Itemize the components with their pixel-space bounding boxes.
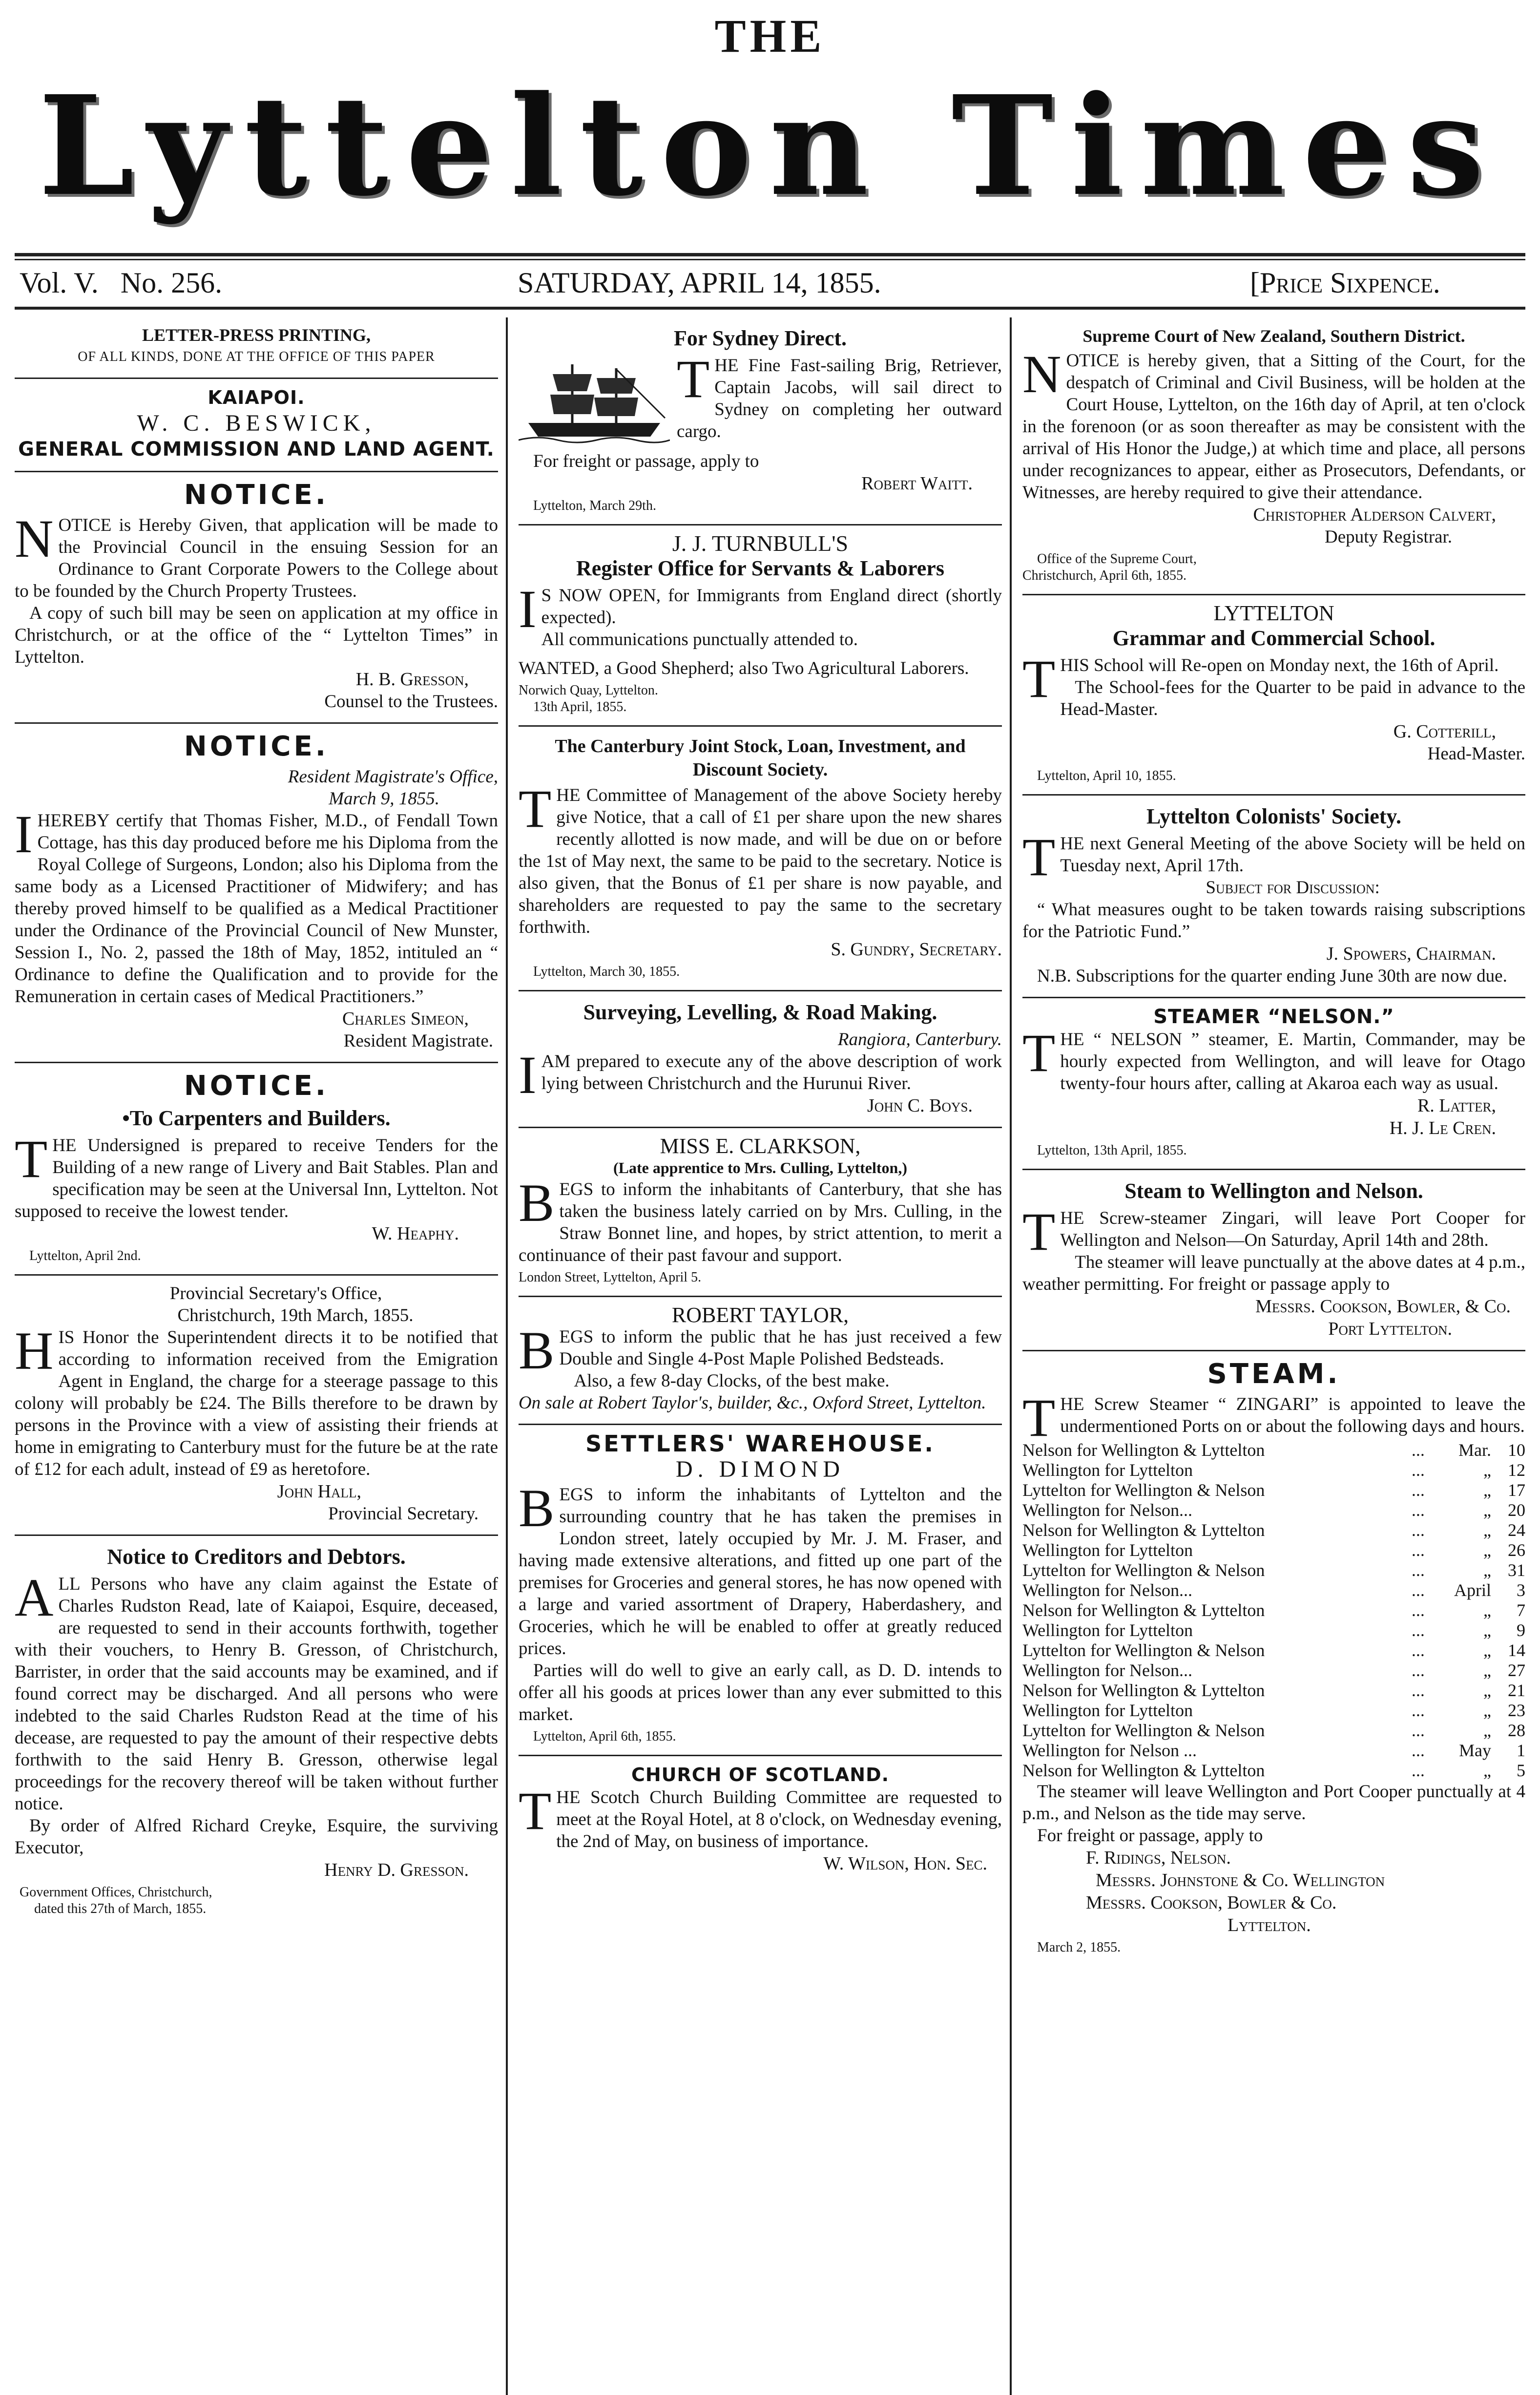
schedule-month: May — [1459, 1741, 1491, 1760]
schedule-dots: ... — [1411, 1560, 1425, 1580]
schedule-day: 7 — [1517, 1600, 1525, 1620]
schedule-month: „ — [1483, 1480, 1491, 1500]
schedule-day: 14 — [1508, 1640, 1525, 1660]
schedule-dots: ... — [1411, 1440, 1425, 1460]
schedule-day: 21 — [1508, 1681, 1525, 1700]
ad-robert-taylor: ROBERT TAYLOR, BEGS to inform the public that he has just received a few Double and Single 4-Post Maple Polished Bedsteads. Also, a few 8-day Clocks, of the best make. On sale at Robert Taylor's, builder, &c., Oxford Street, Lyttelton. — [519, 1297, 1002, 1425]
schedule-dots: ... — [1411, 1540, 1425, 1560]
masthead-rule-top — [15, 253, 1525, 256]
schedule-route: Nelson for Wellington & Lyttelton — [1022, 1440, 1265, 1460]
ad-steam-zingari: STEAM. THE Screw Steamer “ ZINGARI” is appointed to leave the undermentioned Ports on or about the following days and hours. Nelson for Wellington & Lyttelton ... Mar. 10 Wellington for Lyttelton ... „ 12 Lyttelton for Wellington & Nelson ... „ 17 Wellington for Nelson... ... „ 20 Nelson for Wellington & Lyttelton ... „ 24 Wellington for Lyttelton ... „ 26 Lyttelton for Wellington & Nelson ... „ 31 Wellington for Nelson... ... April 3 Nelson for Wellington & Lyttelton ... „ 7 Wellington for Lyttelton ... „ 9 Lyttelton for Wellington & Nelson ... „ 14 Wellington for Nelson... ... „ 27 Nelson for Wellington & Lyttelton ... „ 21 Wellington for Lyttelton ... „ 23 Lyttelton for Wellington & Nelson ... „ 28 Wellington for Nelson ... ... May 1 Nelson for Wellington & Lyttelton ... „ 5 The steamer will leave Wellington and Port Cooper punctually at 4 p.m., and Nelson as the tide may serve. For freight or passage, apply to F. Ridings, Nelson. Messrs. Johnstone & Co. Wellington Messrs. Cookson, Bowler & Co. Lyttelton. March 2, 1855. — [1022, 1358, 1525, 1955]
ad-clarkson: MISS E. CLARKSON, (Late apprentice to Mrs. Culling, Lyttelton,) BEGS to inform the inhabitants of Canterbury, that she has taken the business lately carried on by Mrs. Culling, in the Straw Bonnet line, and hopes, by strict attention, to merit a continuance of their past favour and support. London Street, Lyttelton, April 5. — [519, 1128, 1002, 1297]
schedule-route: Lyttelton for Wellington & Nelson — [1022, 1640, 1265, 1660]
price: [Price Sixpence. — [1250, 267, 1440, 299]
schedule-route: Lyttelton for Wellington & Nelson — [1022, 1560, 1265, 1580]
schedule-dots: ... — [1411, 1640, 1425, 1660]
schedule-month: Mar. — [1458, 1440, 1491, 1460]
schedule-day: 31 — [1508, 1560, 1525, 1580]
schedule-dots: ... — [1411, 1580, 1425, 1600]
schedule-dots: ... — [1411, 1701, 1425, 1720]
schedule-day: 24 — [1508, 1520, 1525, 1540]
schedule-month: „ — [1483, 1520, 1491, 1540]
schedule-row — [1022, 1600, 1525, 1620]
column-3 — [1022, 317, 1525, 2395]
schedule-dots: ... — [1411, 1721, 1425, 1740]
schedule-route: Wellington for Lyttelton — [1022, 1540, 1193, 1560]
schedule-day: 20 — [1508, 1500, 1525, 1520]
ad-turnbull: J. J. TURNBULL'S Register Office for Servants & Laborers I S NOW OPEN, for Immigrants from England direct (shortly expected). All communications punctually attended to. WANTED, a Good Shepherd; also Two Agricultural Laborers. Norwich Quay, Lyttelton. 13th April, 1855. — [519, 525, 1002, 727]
ad-provincial-secretary: Provincial Secretary's Office, Christchurch, 19th March, 1855. HIS Honor the Superintendent directs it to be notified that according to information received from the Emigration Agent in England, the charge for a steerage passage to this colony will probably be £24. The Bills therefore to be drawn by persons in the Province with a view of assisting their friends at home in emigrating to Canterbury must for the future be at the rate of £12 for each adult, instead of £9 as heretofore. John Hall, Provincial Secretary. — [15, 1276, 498, 1536]
schedule-day: 3 — [1517, 1580, 1525, 1600]
column-1 — [15, 317, 498, 2395]
schedule-dots: ... — [1411, 1520, 1425, 1540]
issue-date: SATURDAY, APRIL 14, 1855. — [518, 267, 881, 299]
ad-steam-wellington-nelson: Steam to Wellington and Nelson. THE Screw-steamer Zingari, will leave Port Cooper for Wellington and Nelson—On Saturday, April 14th and 28th. The steamer will leave punctually at the above dates at 4 p.m., weather permitting. For freight or passage apply to Messrs. Cookson, Bowler, & Co. Port Lyttelton. — [1022, 1170, 1525, 1351]
schedule-month: „ — [1483, 1560, 1491, 1580]
schedule-row — [1022, 1520, 1525, 1540]
ad-notice-carpenters: NOTICE. •To Carpenters and Builders. THE Undersigned is prepared to receive Tenders for the Building of a new range of Livery and Bait Stables. Plan and specification may be seen at the Universal Inn, Lyttelton. Not supposed to receive the lowest tender. W. Heaphy. Lyttelton, April 2nd. — [15, 1063, 498, 1276]
schedule-route: Wellington for Nelson... — [1022, 1660, 1193, 1680]
schedule-dots: ... — [1411, 1480, 1425, 1500]
schedule-month: „ — [1483, 1761, 1491, 1780]
schedule-route: Wellington for Nelson ... — [1022, 1741, 1197, 1760]
schedule-row — [1022, 1701, 1525, 1721]
schedule-day: 10 — [1508, 1440, 1525, 1460]
schedule-row — [1022, 1460, 1525, 1480]
schedule-row — [1022, 1620, 1525, 1640]
schedule-route: Wellington for Lyttelton — [1022, 1460, 1193, 1480]
schedule-month: „ — [1483, 1660, 1491, 1680]
schedule-day: 9 — [1517, 1620, 1525, 1640]
masthead-rule-bottom — [15, 307, 1525, 310]
ad-sydney-direct: For Sydney Direct. THE Fine Fast-sailing Brig, Retriever, Captain Jacobs, will sail direct to Sydney on completing her outward cargo. For freight or passage, apply to Robert Waitt. Lyttelton, March 29th. — [519, 317, 1002, 525]
ad-colonists-society: Lyttelton Colonists' Society. THE next General Meeting of the above Society will be held on Tuesday next, April 17th. Subject for Discussion: “ What measures ought to be taken towards raising subscriptions for the Patriotic Fund.” J. Spowers, Chairman. N.B. Subscriptions for the quarter ending June 30th are now due. — [1022, 796, 1525, 998]
schedule-route: Wellington for Nelson... — [1022, 1500, 1193, 1520]
schedule-dots: ... — [1411, 1500, 1425, 1520]
ad-creditors: Notice to Creditors and Debtors. ALL Persons who have any claim against the Estate of Charles Rudston Read, late of Kaiapoi, Esquire, deceased, are requested to send in their accounts forthwith, together with their vouchers, to Henry B. Gresson, of Christchurch, Barrister, in order that the said accounts may be examined, and if found correct may be discharged. And all persons who were indebted to the said Charles Rudston Read at the time of his decease, are requested to pay the amount of their respective debts forthwith to the said Henry B. Gresson, otherwise legal proceedings for the recovery thereof will be taken without further notice. By order of Alfred Richard Creyke, Esquire, the surviving Executor, Henry D. Gresson. Government Offices, Christchurch, dated this 27th of March, 1855. — [15, 1545, 498, 1916]
schedule-row — [1022, 1761, 1525, 1781]
ad-notice-college: NOTICE. NOTICE is Hereby Given, that application will be made to the Provincial Council in the ensuing Session for an Ordinance to Grant Corporate Powers to the College about to be founded by the Church Property Trustees. A copy of such bill may be seen on application at my office in Christchurch, or at the office of the “ Lyttelton Times” in Lyttelton. H. B. Gresson, Counsel to the Trustees. — [15, 472, 498, 724]
ad-canterbury-society: The Canterbury Joint Stock, Loan, Investment, and Discount Society. THE Committee of Management of the above Society hereby give Notice, that a call of £1 per share upon the new shares recently allotted is now made, and will be due on or before the 1st of May next, the same to be paid to the secretary. Notice is also given, that the Bonus of £1 per share is now payable, and shareholders are requested to pay the same to the secretary forthwith. S. Gundry, Secretary. Lyttelton, March 30, 1855. — [519, 727, 1002, 991]
newspaper-title: Lyttelton Times — [38, 66, 1502, 227]
schedule-route: Wellington for Nelson... — [1022, 1580, 1193, 1600]
schedule-day: 12 — [1508, 1460, 1525, 1480]
schedule-month: „ — [1483, 1540, 1491, 1560]
column-2 — [519, 317, 1002, 2395]
schedule-dots: ... — [1411, 1600, 1425, 1620]
volume-number: Vol. V. No. 256. — [20, 267, 223, 299]
schedule-month: „ — [1483, 1460, 1491, 1480]
schedule-row — [1022, 1741, 1525, 1761]
schedule-month: „ — [1483, 1701, 1491, 1720]
schedule-route: Nelson for Wellington & Lyttelton — [1022, 1600, 1265, 1620]
schedule-row — [1022, 1540, 1525, 1560]
schedule-route: Nelson for Wellington & Lyttelton — [1022, 1681, 1265, 1700]
ad-church-of-scotland: CHURCH OF SCOTLAND. THE Scotch Church Building Committee are requested to meet at the Royal Hotel, at 8 o'clock, on Wednesday evening, the 2nd of May, on business of importance. W. Wilson, Hon. Sec. — [519, 1764, 1002, 1874]
schedule-route: Nelson for Wellington & Lyttelton — [1022, 1520, 1265, 1540]
schedule-route: Nelson for Wellington & Lyttelton — [1022, 1761, 1265, 1780]
schedule-dots: ... — [1411, 1681, 1425, 1700]
schedule-route: Lyttelton for Wellington & Nelson — [1022, 1721, 1265, 1740]
schedule-row — [1022, 1681, 1525, 1701]
schedule-day: 27 — [1508, 1660, 1525, 1680]
schedule-day: 5 — [1517, 1761, 1525, 1780]
column-separator-2 — [1010, 317, 1012, 2395]
masthead — [0, 0, 1540, 293]
ad-notice-medical: NOTICE. Resident Magistrate's Office, March 9, 1855. IHEREBY certify that Thomas Fisher, M.D., of Fendall Town Cottage, has this day produced before me his Diploma from the Royal College of Surgeons, London; also his Diploma from the same body as a Licensed Practitioner of Midwifery; and has thereby proved himself to be qualified as a Medical Practitioner under the Ordinance of the Provincial Council of New Munster, Session I., No. 2, passed the 18th of May, 1852, intituled an “ Ordinance to define the Qualification and to provide for the Remuneration in certain cases of Medical Practitioners.” Charles Simeon, Resident Magistrate. — [15, 724, 498, 1063]
ad-beswick: KAIAPOI. W. C. BESWICK, GENERAL COMMISSION AND LAND AGENT. — [15, 379, 498, 472]
ad-settlers-warehouse: SETTLERS' WAREHOUSE. D. DIMOND BEGS to inform the inhabitants of Lyttelton and the surrounding country that he has taken the premises in London street, lately occupied by Mr. J. M. Fraser, and having made extensive alterations, and fitted up one part of the premises for Groceries and general stores, he has now opened with a large and varied assortment of Drapery, Haberdashery, and Groceries, which he will be enabled to offer at greatly reduced prices. Parties will do well to give an early call, as D. D. intends to offer all his goods at prices lower than any ever submitted to this market. Lyttelton, April 6th, 1855. — [519, 1425, 1002, 1756]
schedule-day: 1 — [1517, 1741, 1525, 1760]
schedule-row — [1022, 1640, 1525, 1660]
schedule-dots: ... — [1411, 1741, 1425, 1760]
masthead-rule-top-thin — [15, 259, 1525, 260]
schedule-month: „ — [1483, 1600, 1491, 1620]
schedule-route: Wellington for Lyttelton — [1022, 1701, 1193, 1720]
schedule-route: Wellington for Lyttelton — [1022, 1620, 1193, 1640]
schedule-day: 26 — [1508, 1540, 1525, 1560]
schedule-month: „ — [1483, 1500, 1491, 1520]
schedule-row — [1022, 1721, 1525, 1741]
schedule-dots: ... — [1411, 1460, 1425, 1480]
schedule-month: „ — [1483, 1620, 1491, 1640]
ad-supreme-court: Supreme Court of New Zealand, Southern District. NOTICE is hereby given, that a Sitting of the Court, for the despatch of Criminal and Civil Business, will be holden at the Court House, Lyttelton, on the 16th day of April, at ten o'clock in the forenoon (or as soon thereafter as may be consistent with the arrival of His Honor the Judge,) at which time and place, all persons under recognizances to appear, either as Prosecutors, Defendants, or Witnesses, are hereby required to give their attendance. Christopher Alderson Calvert, Deputy Registrar. Office of the Supreme Court, Christchurch, April 6th, 1855. — [1022, 317, 1525, 595]
schedule-month: „ — [1483, 1681, 1491, 1700]
schedule-row — [1022, 1480, 1525, 1500]
ad-letterpress: LETTER-PRESS PRINTING, OF ALL KINDS, DONE AT THE OFFICE OF THIS PAPER — [15, 317, 498, 379]
schedule-row — [1022, 1580, 1525, 1600]
ad-surveying: Surveying, Levelling, & Road Making. Rangiora, Canterbury. IAM prepared to execute any of the above description of work lying between Christchurch and the Hurunui River. John C. Boys. — [519, 991, 1002, 1128]
schedule-route: Lyttelton for Wellington & Nelson — [1022, 1480, 1265, 1500]
schedule-dots: ... — [1411, 1620, 1425, 1640]
column-separator-1 — [506, 317, 508, 2395]
schedule-day: 28 — [1508, 1721, 1525, 1740]
sailing-schedule-table — [1022, 1440, 1525, 1781]
schedule-month: „ — [1483, 1721, 1491, 1740]
ad-steamer-nelson: STEAMER “NELSON.” THE “ NELSON ” steamer, E. Martin, Commander, may be hourly expected from Wellington, and will leave for Otago twenty-four hours after, calling at Akaroa each way as usual. R. Latter, H. J. Le Cren. Lyttelton, 13th April, 1855. — [1022, 998, 1525, 1170]
schedule-dots: ... — [1411, 1761, 1425, 1780]
sailing-ship-icon — [519, 355, 670, 447]
schedule-month: April — [1454, 1580, 1491, 1600]
schedule-month: „ — [1483, 1640, 1491, 1660]
schedule-row — [1022, 1500, 1525, 1520]
schedule-row — [1022, 1440, 1525, 1460]
masthead-the: THE — [714, 10, 826, 62]
schedule-row — [1022, 1560, 1525, 1580]
ad-grammar-school: LYTTELTON Grammar and Commercial School. THIS School will Re-open on Monday next, the 16th of April. The School-fees for the Quarter to be paid in advance to the Head-Master. G. Cotterill, Head-Master. Lyttelton, April 10, 1855. — [1022, 595, 1525, 796]
schedule-day: 23 — [1508, 1701, 1525, 1720]
schedule-row — [1022, 1660, 1525, 1681]
schedule-day: 17 — [1508, 1480, 1525, 1500]
schedule-dots: ... — [1411, 1660, 1425, 1680]
